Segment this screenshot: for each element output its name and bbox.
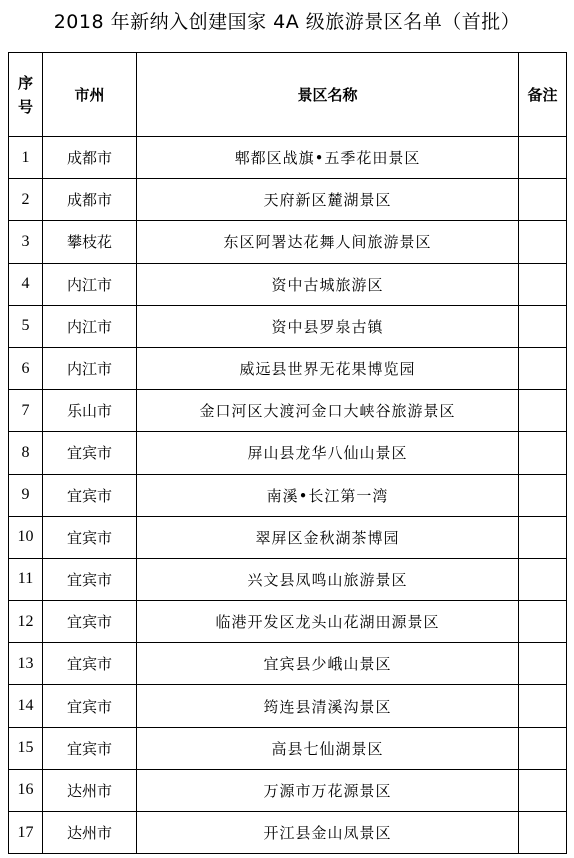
cell-scenic-name: 资中县罗泉古镇 xyxy=(137,305,519,347)
cell-city: 成都市 xyxy=(43,179,137,221)
cell-seq: 8 xyxy=(9,432,43,474)
table-row xyxy=(9,221,567,263)
table-row xyxy=(9,305,567,347)
table-row xyxy=(9,179,567,221)
table-row xyxy=(9,685,567,727)
cell-note xyxy=(519,263,567,305)
cell-seq: 7 xyxy=(9,390,43,432)
cell-seq: 16 xyxy=(9,769,43,811)
cell-note xyxy=(519,727,567,769)
header-city: 市州 xyxy=(43,53,137,137)
cell-scenic-name: 筠连县清溪沟景区 xyxy=(137,685,519,727)
table-row xyxy=(9,474,567,516)
cell-note xyxy=(519,221,567,263)
table-row xyxy=(9,137,567,179)
cell-city: 乐山市 xyxy=(43,390,137,432)
cell-city: 宜宾市 xyxy=(43,643,137,685)
header-seq-label: 序号 xyxy=(17,73,33,116)
cell-seq: 15 xyxy=(9,727,43,769)
cell-seq: 12 xyxy=(9,601,43,643)
cell-scenic-name: 郫都区战旗•五季花田景区 xyxy=(137,137,519,179)
cell-city: 内江市 xyxy=(43,305,137,347)
cell-scenic-name: 临港开发区龙头山花湖田源景区 xyxy=(137,601,519,643)
table-row xyxy=(9,347,567,389)
cell-seq: 2 xyxy=(9,179,43,221)
cell-scenic-name: 宜宾县少峨山景区 xyxy=(137,643,519,685)
cell-note xyxy=(519,137,567,179)
cell-city: 宜宾市 xyxy=(43,727,137,769)
table-row xyxy=(9,558,567,600)
cell-seq: 1 xyxy=(9,137,43,179)
cell-note xyxy=(519,643,567,685)
cell-scenic-name: 万源市万花源景区 xyxy=(137,769,519,811)
header-note: 备注 xyxy=(519,53,567,137)
scenic-area-table xyxy=(8,52,567,854)
header-name: 景区名称 xyxy=(137,53,519,137)
table-row xyxy=(9,263,567,305)
cell-city: 成都市 xyxy=(43,137,137,179)
cell-city: 宜宾市 xyxy=(43,685,137,727)
table-row xyxy=(9,643,567,685)
cell-seq: 3 xyxy=(9,221,43,263)
cell-scenic-name: 天府新区麓湖景区 xyxy=(137,179,519,221)
cell-note xyxy=(519,305,567,347)
cell-note xyxy=(519,432,567,474)
cell-note xyxy=(519,558,567,600)
table-row xyxy=(9,769,567,811)
cell-seq: 13 xyxy=(9,643,43,685)
cell-note xyxy=(519,601,567,643)
cell-note xyxy=(519,390,567,432)
table-row xyxy=(9,516,567,558)
cell-scenic-name: 金口河区大渡河金口大峡谷旅游景区 xyxy=(137,390,519,432)
table-header-row xyxy=(9,53,567,137)
cell-seq: 9 xyxy=(9,474,43,516)
cell-city: 达州市 xyxy=(43,812,137,854)
cell-city: 宜宾市 xyxy=(43,474,137,516)
cell-note xyxy=(519,812,567,854)
table-row xyxy=(9,601,567,643)
cell-scenic-name: 兴文县凤鸣山旅游景区 xyxy=(137,558,519,600)
cell-scenic-name: 翠屏区金秋湖茶博园 xyxy=(137,516,519,558)
cell-note xyxy=(519,516,567,558)
cell-scenic-name: 开江县金山凤景区 xyxy=(137,812,519,854)
cell-city: 宜宾市 xyxy=(43,558,137,600)
cell-note xyxy=(519,685,567,727)
cell-seq: 6 xyxy=(9,347,43,389)
cell-seq: 11 xyxy=(9,558,43,600)
table-body xyxy=(9,137,567,854)
cell-note xyxy=(519,769,567,811)
cell-seq: 4 xyxy=(9,263,43,305)
cell-scenic-name: 资中古城旅游区 xyxy=(137,263,519,305)
cell-city: 宜宾市 xyxy=(43,516,137,558)
cell-city: 内江市 xyxy=(43,347,137,389)
cell-city: 宜宾市 xyxy=(43,601,137,643)
table-row xyxy=(9,390,567,432)
table-row xyxy=(9,812,567,854)
cell-seq: 5 xyxy=(9,305,43,347)
cell-scenic-name: 高县七仙湖景区 xyxy=(137,727,519,769)
cell-city: 内江市 xyxy=(43,263,137,305)
cell-note xyxy=(519,179,567,221)
cell-seq: 14 xyxy=(9,685,43,727)
cell-seq: 17 xyxy=(9,812,43,854)
cell-scenic-name: 屏山县龙华八仙山景区 xyxy=(137,432,519,474)
cell-note xyxy=(519,347,567,389)
table-row xyxy=(9,432,567,474)
table-row xyxy=(9,727,567,769)
cell-scenic-name: 东区阿署达花舞人间旅游景区 xyxy=(137,221,519,263)
cell-seq: 10 xyxy=(9,516,43,558)
cell-city: 达州市 xyxy=(43,769,137,811)
cell-note xyxy=(519,474,567,516)
document-title: 2018 年新纳入创建国家 4A 级旅游景区名单（首批） xyxy=(53,11,521,33)
header-seq xyxy=(9,53,43,137)
cell-city: 宜宾市 xyxy=(43,432,137,474)
cell-city: 攀枝花 xyxy=(43,221,137,263)
cell-scenic-name: 威远县世界无花果博览园 xyxy=(137,347,519,389)
cell-scenic-name: 南溪•长江第一湾 xyxy=(137,474,519,516)
